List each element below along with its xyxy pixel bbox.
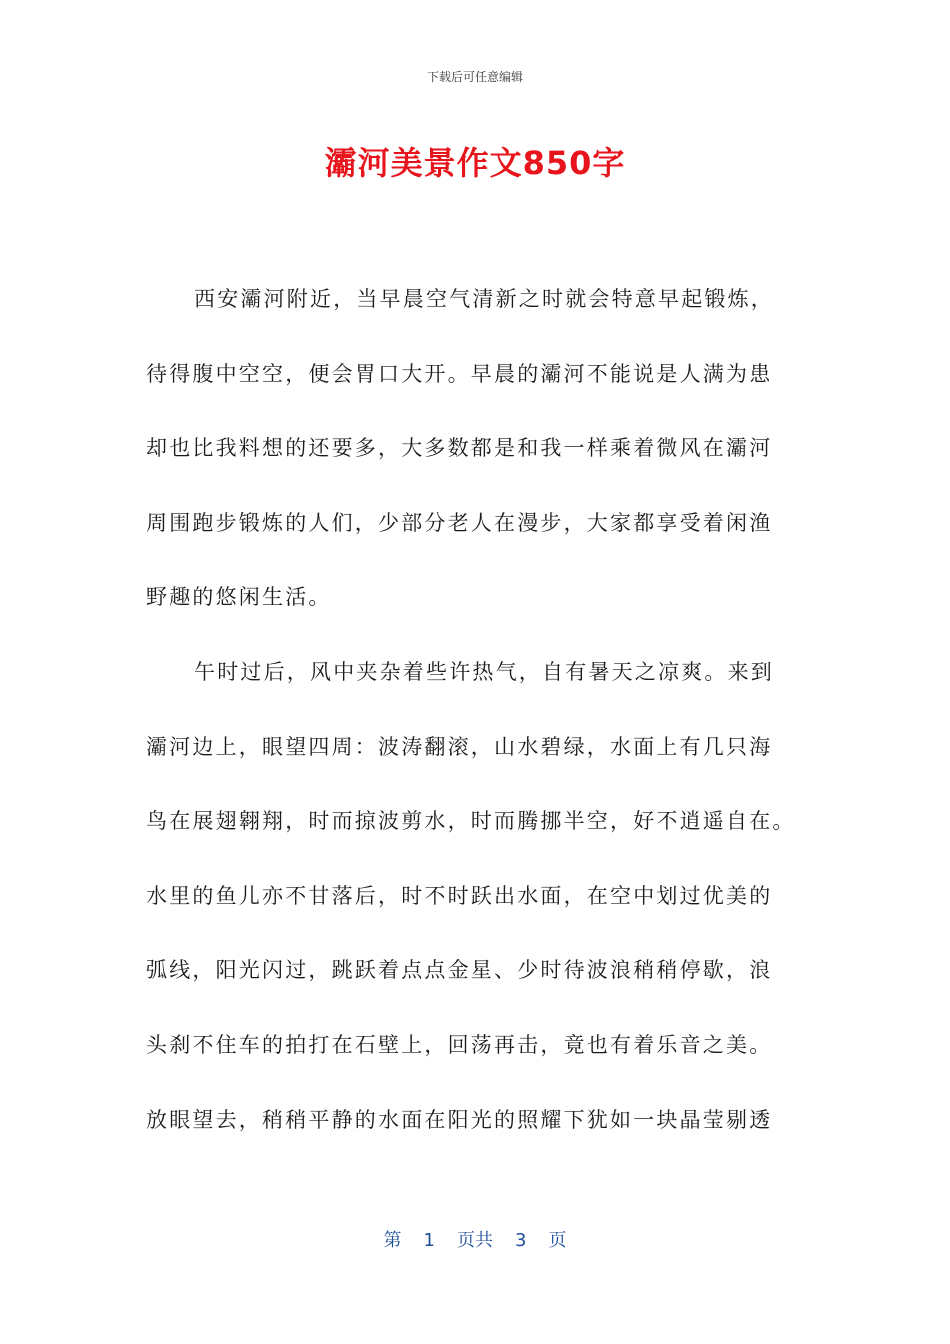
footer-current-page: 1: [423, 1230, 435, 1251]
paragraph-2-line-2: 灞河边上，眼望四周：波涛翻滚，山水碧绿，水面上有几只海: [146, 734, 773, 759]
paragraph-2-line-4: 水里的鱼儿亦不甘落后，时不时跃出水面，在空中划过优美的: [146, 883, 773, 908]
paragraph-2-line-3: 鸟在展翅翱翔，时而掠波剪水，时而腾挪半空，好不逍遥自在。: [146, 809, 796, 834]
paragraph-2-line-6: 头刹不住车的拍打在石壁上，回荡再击，竟也有着乐音之美。: [146, 1032, 773, 1057]
footer-suffix: 页: [548, 1230, 567, 1251]
footer-total-pages: 3: [515, 1230, 527, 1251]
paragraph-1-line-2: 待得腹中空空，便会胃口大开。早晨的灞河不能说是人满为患: [146, 361, 773, 386]
paragraph-2-line-5: 弧线，阳光闪过，跳跃着点点金星、少时待波浪稍稍停歇，浪: [146, 958, 773, 983]
paragraph-1-line-1: 西安灞河附近，当早晨空气清新之时就会特意早起锻炼，: [194, 287, 774, 311]
paragraph-1-line-5: 野趣的悠闲生活。: [146, 585, 332, 610]
paragraph-1-line-3: 却也比我料想的还要多，大多数都是和我一样乘着微风在灞河: [146, 436, 773, 461]
document-body: [146, 262, 816, 1157]
page-footer: [0, 1226, 950, 1252]
footer-prefix: 第: [383, 1230, 402, 1251]
footer-middle: 页共: [457, 1230, 493, 1251]
header-note: 下载后可任意编辑: [426, 70, 523, 84]
paragraph-2-line-7: 放眼望去，稍稍平静的水面在阳光的照耀下犹如一块晶莹剔透: [146, 1107, 773, 1132]
paragraph-2-line-1: 午时过后，风中夹杂着些许热气，自有暑天之凉爽。来到: [194, 659, 774, 684]
paragraph-1-line-4: 周围跑步锻炼的人们，少部分老人在漫步，大家都享受着闲渔: [146, 510, 773, 535]
document-title: 灞河美景作文850字: [324, 144, 626, 182]
